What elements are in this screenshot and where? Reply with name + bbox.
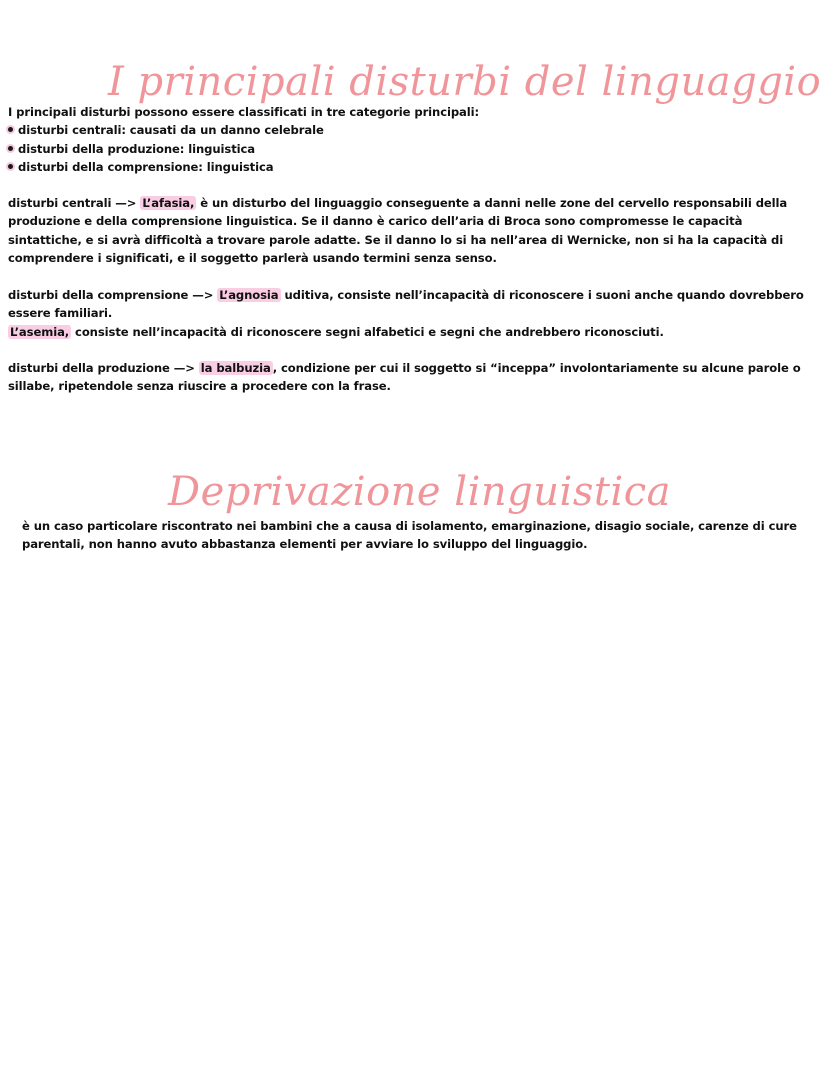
agnosia-text [8, 286, 808, 323]
intro-block [8, 103, 808, 176]
highlighted-term-agnosia: L’agnosia [219, 288, 279, 302]
section-title-deprivazione: Deprivazione linguistica [168, 469, 671, 516]
bullet-dot-icon [8, 146, 13, 151]
page-title: I principali disturbi del linguaggio [108, 58, 822, 105]
produzione-paragraph [8, 359, 808, 396]
list-item [8, 140, 808, 158]
comprensione-paragraph [8, 286, 808, 341]
deprivazione-text: è un caso particolare riscontrato nei bambini che a causa di isolamento, emarginazione, disagio sociale, carenze di cure parentali, non hanno avuto abbastanza elementi per avviare lo sviluppo del linguaggio. [22, 519, 797, 552]
afasia-lead: disturbi centrali —> [8, 196, 141, 210]
afasia-paragraph [8, 194, 808, 267]
asemia-body: consiste nell’incapacità di riconoscere segni alfabetici e segni che andrebbero riconosciuti. [71, 324, 664, 339]
bullet-dot-icon [8, 164, 13, 169]
balbuzia-text [8, 359, 808, 396]
agnosia-lead: disturbi della comprensione —> [8, 288, 218, 302]
list-item-text: disturbi della comprensione: linguistica [18, 159, 274, 174]
list-item-text: disturbi della produzione: linguistica [18, 141, 256, 156]
asemia-text [8, 323, 808, 341]
afasia-body: è un disturbo del linguaggio conseguente a danni nelle zone del cervello responsabili della produzione e della comprensione linguistica. Se il danno è carico dell’aria di Broca sono compromesse le capacità sintattiche, e si avrà difficoltà a trovare parole adatte. Se il danno lo si ha nell’area di Wernicke, non si ha la capacità di comprendere i significati, e il soggetto parlerà usando termini senza senso. [8, 196, 788, 265]
highlighted-term-balbuzia: la balbuzia [200, 361, 271, 375]
bullet-dot-icon [8, 127, 13, 132]
highlighted-term-afasia: L’afasia, [142, 196, 195, 210]
list-item [8, 158, 808, 176]
balbuzia-lead: disturbi della produzione —> [8, 361, 199, 375]
intro-text: I principali disturbi possono essere classificati in tre categorie principali: [8, 105, 480, 119]
afasia-text [8, 194, 808, 267]
balbuzia-body: , condizione per cui il soggetto si “inceppa” involontariamente su alcune parole o sillabe, ripetendole senza riuscire a procedere con la frase. [8, 361, 801, 394]
list-item-text: disturbi centrali: causati da un danno celebrale [18, 123, 324, 138]
highlighted-term-asemia: L’asemia, [10, 324, 70, 339]
categories-list [8, 121, 808, 176]
deprivazione-paragraph [22, 517, 812, 554]
list-item [8, 121, 808, 139]
agnosia-body: uditiva, consiste nell’incapacità di riconoscere i suoni anche quando dovrebbero essere familiari. [8, 288, 804, 321]
